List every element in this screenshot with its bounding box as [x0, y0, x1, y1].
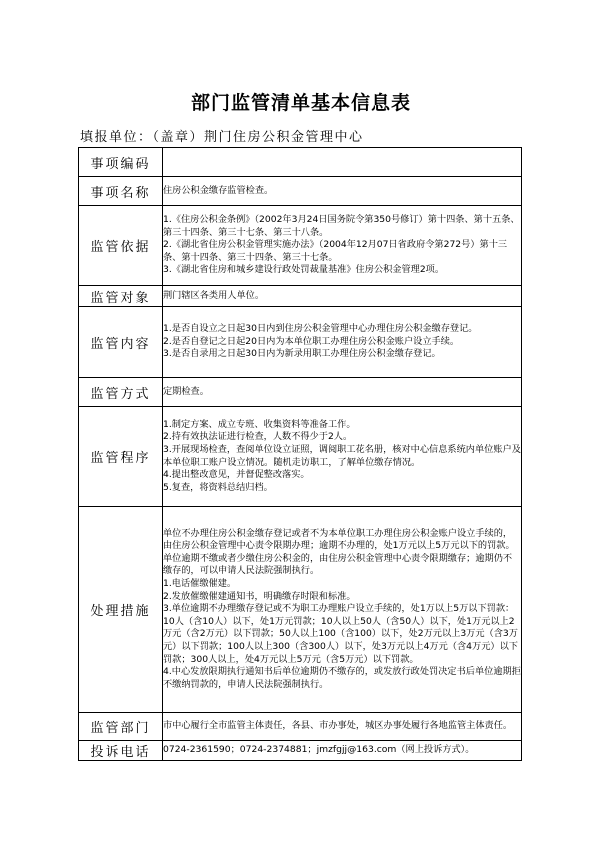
basis-item: 2.《湖北省住房公积金管理实施办法》（2004年12月07日省政府令第272号）第十三条、第十四条、第三十四条、第三十七条。 [163, 239, 508, 263]
info-table [78, 147, 522, 761]
procedure-item: 1.制定方案、成立专班、收集资料等准备工作。 [163, 418, 356, 430]
row-object [79, 286, 522, 307]
handling-item: 单位不办理住房公积金缴存登记或者不为本单位职工办理住房公积金账户设立手续的，由住房公积金管理中心责令限期办理；逾期不办理的，处1万元以上5万元以下的罚款。单位逾期不缴或者少缴住房公积金的，由住房公积金管理中心责令限期缴存；逾期仍不缴存的，可以申请人民法院强制执行。 [163, 527, 515, 577]
procedure-item: 3.开展现场检查，查阅单位设立证照，调阅职工花名册，核对中心信息系统内单位账户及本单位职工账户设立情况。随机走访职工，了解单位缴存情况。 [163, 443, 521, 468]
label-procedure: 监管程序 [79, 407, 163, 507]
filing-unit [80, 126, 364, 145]
row-handling [79, 507, 522, 713]
value-procedure [163, 407, 522, 507]
value-item-name: 住房公积金缴存监管检查。 [163, 177, 522, 206]
row-item-code [79, 148, 522, 177]
handling-item: 4.中心发放限期执行通知书后单位逾期仍不缴存的，或发放行政处罚决定书后单位逾期拒不缴纳罚款的，申请人民法院强制执行。 [163, 666, 521, 690]
content-item: 3.是否自录用之日起30日内为新录用职工办理住房公积金缴存登记。 [163, 348, 441, 360]
procedure-item: 4.提出整改意见，并督促整改落实。 [163, 469, 310, 481]
label-department: 监管部门 [79, 713, 163, 741]
filing-unit-value: （盖章）荆门住房公积金管理中心 [152, 130, 364, 145]
filing-unit-label: 填报单位： [80, 130, 153, 145]
page-title: 部门监管清单基本信息表 [190, 92, 411, 114]
basis-item: 3.《湖北省住房和城乡建设行政处罚裁量基准》住房公积金管理2项。 [163, 264, 445, 276]
label-handling: 处理措施 [79, 507, 163, 713]
row-item-name [79, 177, 522, 206]
value-item-code [163, 148, 522, 177]
row-basis [79, 206, 522, 286]
label-object: 监管对象 [79, 286, 163, 307]
label-method: 监管方式 [79, 378, 163, 407]
content-item: 2.是否自登记之日起20日内为本单位职工办理住房公积金账户设立手续。 [163, 335, 460, 347]
handling-item: 3.单位逾期不办理缴存登记或不为职工办理账户设立手续的，处1万以上5万以下罚款：10人（含10人）以下，处1万元罚款；10人以上50人（含50人）以下，处1万元以上2万元（含2万元）以下罚款；50人以上100（含100）以下，处2万元以上3万元（含3万元）以下罚款；100人以上300（含300人）以下，处3万元以上4万元（含4万元）以下罚款；300人以上，处4万元以上5万元（含5万元）以下罚款。 [163, 603, 518, 665]
row-complaint [79, 741, 522, 761]
row-procedure [79, 407, 522, 507]
value-handling [163, 507, 522, 713]
value-basis [163, 206, 522, 286]
row-content [79, 307, 522, 378]
content-item: 1.是否自设立之日起30日内到住房公积金管理中心办理住房公积金缴存登记。 [163, 323, 478, 335]
value-method: 定期检查。 [163, 378, 522, 407]
label-content: 监管内容 [79, 307, 163, 378]
handling-item: 1.电话催缴催建。 [163, 578, 237, 590]
value-object: 荆门辖区各类用人单位。 [163, 286, 522, 307]
value-department: 市中心履行全市监管主体责任，各县、市办事处，城区办事处履行各地监管主体责任。 [163, 713, 522, 741]
row-method [79, 378, 522, 407]
handling-item: 2.发放催缴催建通知书，明确缴存时限和标准。 [163, 590, 356, 602]
basis-item: 1.《住房公积金条例》（2002年3月24日国务院令第350号修订）第十四条、第十五条、第三十四条、第三十七条、第三十八条。 [163, 214, 520, 238]
label-item-code: 事项编码 [79, 148, 163, 177]
label-complaint: 投诉电话 [79, 741, 163, 761]
procedure-item: 2.持有效执法证进行检查，人数不得少于2人。 [163, 431, 353, 443]
value-complaint: 0724-2361590；0724-2374881；jmzfgjj@163.com（网上投诉方式）。 [163, 741, 522, 761]
label-item-name: 事项名称 [79, 177, 163, 206]
label-basis: 监管依据 [79, 206, 163, 286]
value-content [163, 307, 522, 378]
row-department [79, 713, 522, 741]
procedure-item: 5.复查，将资料总结归档。 [163, 481, 273, 493]
